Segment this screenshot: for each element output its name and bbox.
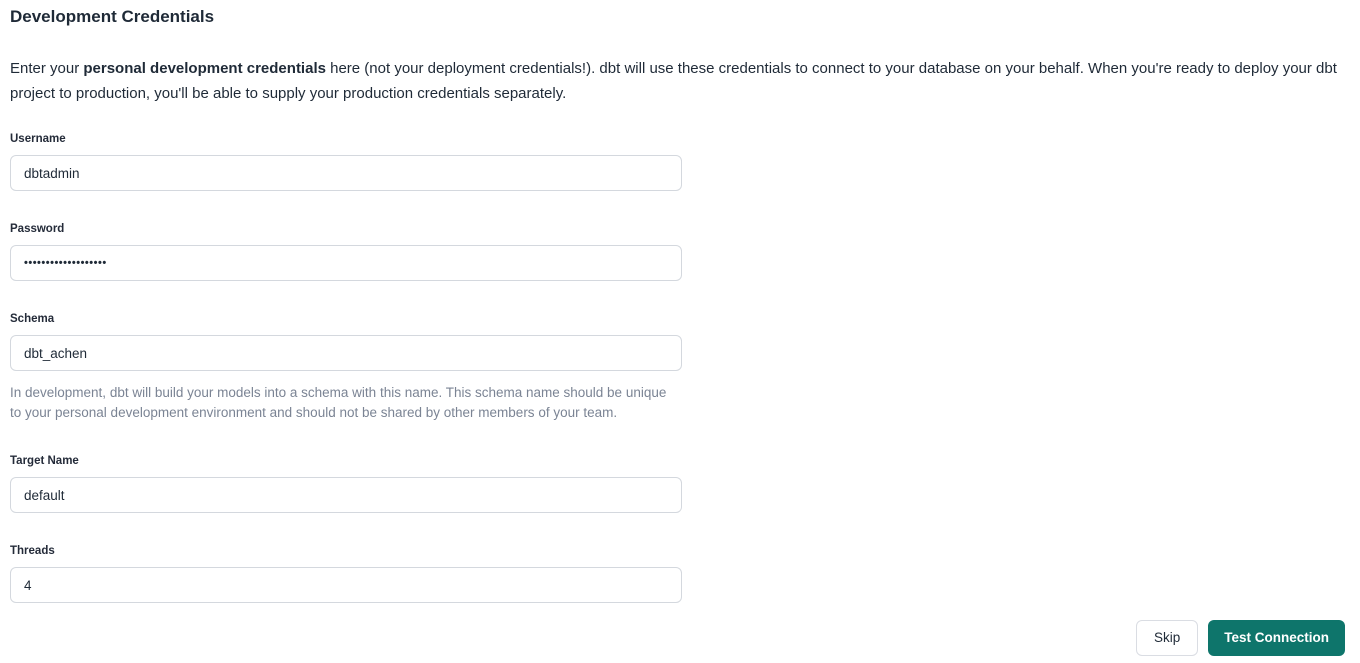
credentials-form [10,132,1345,603]
field-target-name [10,454,1345,513]
target-name-input[interactable] [10,477,682,513]
target-name-label: Target Name [10,455,79,467]
threads-input[interactable] [10,567,682,603]
test-connection-button[interactable]: Test Connection [1208,620,1345,656]
schema-label: Schema [10,313,55,325]
intro-bold-text: personal development credentials [83,60,326,77]
field-threads [10,544,1345,603]
form-actions [1136,620,1345,656]
password-input[interactable] [10,245,682,281]
threads-label: Threads [10,545,55,557]
skip-button[interactable]: Skip [1136,620,1198,656]
field-password [10,222,1345,281]
field-username [10,132,1345,191]
username-input[interactable] [10,155,682,191]
field-schema [10,312,1345,423]
page-title: Development Credentials [10,7,215,26]
password-label: Password [10,223,65,235]
username-label: Username [10,133,66,145]
schema-input[interactable] [10,335,682,371]
schema-help-text: In development, dbt will build your models into a schema with this name. This schema name should be unique to your personal development environment and should not be shared by other members of your team. [10,385,667,420]
intro-text-before: Enter your [10,60,84,77]
intro-text-after: here (not your deployment credentials!). dbt will use these credentials to connect to your database on your behalf. When you're ready to deploy your dbt project to production, you'll be able to supply your production credentials separately. [10,60,1337,102]
intro-paragraph [10,57,1345,106]
